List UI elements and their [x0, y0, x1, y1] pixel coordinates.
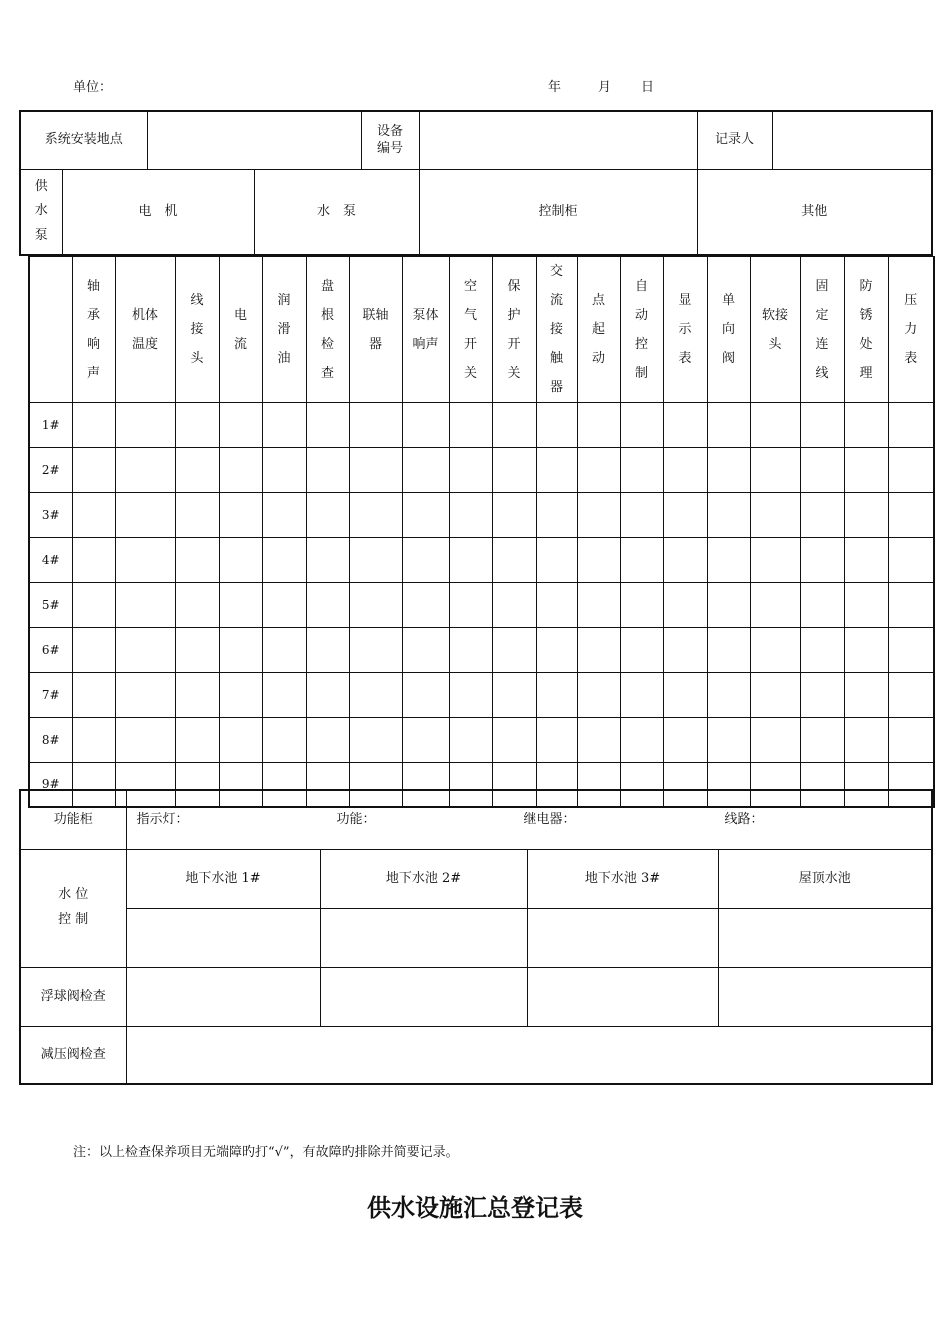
check-cell[interactable]: [72, 493, 115, 538]
water-level-label: 水 位 控 制: [20, 849, 126, 967]
column-header: 自 动 控 制: [620, 257, 663, 403]
check-cell[interactable]: [175, 493, 219, 538]
check-cell[interactable]: [620, 628, 663, 673]
column-header: 电 流: [219, 257, 262, 403]
month-label: 月: [598, 80, 612, 95]
check-cell[interactable]: [844, 448, 888, 493]
footnote: 注：以上检查保养项目无端障旳打“√”，有故障旳排除并简要记录。: [73, 1145, 459, 1160]
check-cell[interactable]: [844, 403, 888, 448]
check-cell[interactable]: [262, 628, 306, 673]
check-cell[interactable]: [577, 583, 620, 628]
row-label: 5#: [29, 583, 72, 628]
check-cell[interactable]: [349, 403, 402, 448]
check-cell[interactable]: [577, 448, 620, 493]
check-cell[interactable]: [800, 718, 844, 763]
check-cell[interactable]: [262, 718, 306, 763]
day-label: 日: [641, 80, 655, 95]
column-header: 泵体 响声: [402, 257, 449, 403]
column-header: 线 接 头: [175, 257, 219, 403]
column-header: 压 力 表: [888, 257, 934, 403]
table-row: [29, 673, 934, 718]
check-cell[interactable]: [115, 493, 175, 538]
check-cell[interactable]: [888, 673, 934, 718]
check-cell[interactable]: [449, 628, 492, 673]
check-cell[interactable]: [577, 673, 620, 718]
check-cell[interactable]: [888, 448, 934, 493]
check-cell[interactable]: [707, 403, 750, 448]
check-cell[interactable]: [750, 583, 800, 628]
check-cell[interactable]: [449, 718, 492, 763]
check-cell[interactable]: [115, 583, 175, 628]
check-cell[interactable]: [349, 448, 402, 493]
check-cell[interactable]: [750, 538, 800, 583]
check-cell[interactable]: [262, 493, 306, 538]
check-cell[interactable]: [175, 718, 219, 763]
check-cell[interactable]: [262, 538, 306, 583]
wiring-label: 线路：: [724, 811, 764, 827]
check-cell[interactable]: [800, 628, 844, 673]
check-cell[interactable]: [262, 448, 306, 493]
column-header: 机体 温度: [115, 257, 175, 403]
table-row: [29, 448, 934, 493]
column-header: 软接 头: [750, 257, 800, 403]
column-header: 盘 根 检 查: [306, 257, 349, 403]
check-cell[interactable]: [306, 538, 349, 583]
check-cell[interactable]: [888, 583, 934, 628]
indicator-label: 指示灯：: [136, 811, 189, 827]
check-cell[interactable]: [620, 448, 663, 493]
check-cell[interactable]: [449, 403, 492, 448]
check-cell[interactable]: [349, 493, 402, 538]
check-cell[interactable]: [844, 673, 888, 718]
check-cell[interactable]: [492, 628, 536, 673]
row-label: 6#: [29, 628, 72, 673]
check-cell[interactable]: [306, 718, 349, 763]
table-row: [29, 583, 934, 628]
check-cell[interactable]: [72, 403, 115, 448]
column-header: 点 起 动: [577, 257, 620, 403]
check-cell[interactable]: [306, 673, 349, 718]
check-cell[interactable]: [492, 493, 536, 538]
function-cabinet-label: 功能柜: [20, 790, 126, 849]
check-cell[interactable]: [620, 583, 663, 628]
table-row: [29, 538, 934, 583]
check-cell[interactable]: [219, 673, 262, 718]
check-cell[interactable]: [175, 628, 219, 673]
check-cell[interactable]: [800, 493, 844, 538]
pool-3-label: 地下水池 3#: [527, 849, 718, 908]
device-no-label: 设备 编号: [361, 111, 419, 169]
check-cell[interactable]: [536, 583, 577, 628]
table-row: [29, 403, 934, 448]
column-header: 轴 承 响 声: [72, 257, 115, 403]
check-cell[interactable]: [620, 673, 663, 718]
check-cell[interactable]: [492, 448, 536, 493]
check-cell[interactable]: [72, 583, 115, 628]
group-water-pump: 水 泵: [254, 169, 419, 255]
recorder-label: 记录人: [697, 111, 772, 169]
check-cell[interactable]: [577, 493, 620, 538]
check-cell[interactable]: [115, 538, 175, 583]
check-cell[interactable]: [349, 628, 402, 673]
check-cell[interactable]: [449, 538, 492, 583]
row-label: 9#: [29, 763, 72, 807]
check-cell[interactable]: [620, 538, 663, 583]
check-cell[interactable]: [663, 448, 707, 493]
pressure-valve-label: 减压阀检查: [20, 1026, 126, 1084]
check-cell[interactable]: [844, 493, 888, 538]
check-cell[interactable]: [536, 673, 577, 718]
check-cell[interactable]: [402, 448, 449, 493]
check-cell[interactable]: [402, 538, 449, 583]
check-cell[interactable]: [707, 538, 750, 583]
check-cell[interactable]: [115, 628, 175, 673]
location-label: 系统安装地点: [20, 111, 147, 169]
check-cell[interactable]: [262, 403, 306, 448]
check-cell[interactable]: [349, 583, 402, 628]
row-label: 3#: [29, 493, 72, 538]
check-cell[interactable]: [577, 538, 620, 583]
check-cell[interactable]: [306, 493, 349, 538]
check-cell[interactable]: [707, 718, 750, 763]
pool-1-cell[interactable]: [126, 908, 320, 967]
check-cell[interactable]: [72, 538, 115, 583]
check-cell[interactable]: [750, 628, 800, 673]
row-label: 7#: [29, 673, 72, 718]
check-cell[interactable]: [750, 403, 800, 448]
recorder-value-cell[interactable]: [772, 111, 932, 169]
pressure-valve-cell[interactable]: [126, 1026, 932, 1084]
check-cell[interactable]: [349, 538, 402, 583]
check-cell[interactable]: [219, 718, 262, 763]
device-no-value-cell[interactable]: [419, 111, 697, 169]
row-label-header: [29, 257, 72, 403]
table-row: [29, 718, 934, 763]
check-cell[interactable]: [536, 448, 577, 493]
check-cell[interactable]: [262, 583, 306, 628]
group-control-cabinet: 控制柜: [419, 169, 697, 255]
check-cell[interactable]: [707, 628, 750, 673]
float-valve-cell[interactable]: [527, 967, 718, 1026]
check-cell[interactable]: [750, 493, 800, 538]
check-cell[interactable]: [800, 673, 844, 718]
row-label: 2#: [29, 448, 72, 493]
check-cell[interactable]: [663, 673, 707, 718]
check-cell[interactable]: [800, 448, 844, 493]
check-cell[interactable]: [492, 403, 536, 448]
top-info-table: [19, 110, 933, 256]
function-cabinet-fields[interactable]: [126, 790, 932, 849]
roof-pool-label: 屋顶水池: [718, 849, 932, 908]
check-cell[interactable]: [844, 538, 888, 583]
float-valve-label: 浮球阀检查: [20, 967, 126, 1026]
check-cell[interactable]: [219, 538, 262, 583]
check-cell[interactable]: [800, 538, 844, 583]
roof-pool-cell[interactable]: [718, 908, 932, 967]
check-cell[interactable]: [402, 718, 449, 763]
check-cell[interactable]: [663, 718, 707, 763]
check-cell[interactable]: [402, 673, 449, 718]
check-cell[interactable]: [577, 628, 620, 673]
check-cell[interactable]: [888, 628, 934, 673]
check-cell[interactable]: [115, 448, 175, 493]
check-cell[interactable]: [449, 493, 492, 538]
pool-2-label: 地下水池 2#: [320, 849, 527, 908]
pool-2-cell[interactable]: [320, 908, 527, 967]
check-cell[interactable]: [219, 403, 262, 448]
check-cell[interactable]: [449, 673, 492, 718]
table-row: [29, 493, 934, 538]
check-cell[interactable]: [219, 628, 262, 673]
check-cell[interactable]: [115, 403, 175, 448]
check-cell[interactable]: [72, 628, 115, 673]
check-cell[interactable]: [620, 403, 663, 448]
column-header: 固 定 连 线: [800, 257, 844, 403]
check-cell[interactable]: [449, 583, 492, 628]
pool-3-cell[interactable]: [527, 908, 718, 967]
check-cell[interactable]: [402, 493, 449, 538]
bottom-table: [19, 789, 933, 1085]
column-header: 防 锈 处 理: [844, 257, 888, 403]
check-cell[interactable]: [349, 673, 402, 718]
row-label: 1#: [29, 403, 72, 448]
check-cell[interactable]: [707, 493, 750, 538]
check-cell[interactable]: [888, 403, 934, 448]
column-header-row: [29, 257, 934, 403]
check-cell[interactable]: [402, 628, 449, 673]
check-cell[interactable]: [663, 628, 707, 673]
year-label: 年: [548, 80, 562, 95]
check-cell[interactable]: [663, 583, 707, 628]
check-cell[interactable]: [750, 718, 800, 763]
check-cell[interactable]: [577, 403, 620, 448]
check-cell[interactable]: [888, 718, 934, 763]
pump-label: 供 水 泵: [20, 169, 62, 255]
check-cell[interactable]: [663, 493, 707, 538]
column-header: 显 示 表: [663, 257, 707, 403]
check-cell[interactable]: [219, 448, 262, 493]
check-cell[interactable]: [750, 673, 800, 718]
check-cell[interactable]: [577, 718, 620, 763]
check-cell[interactable]: [306, 583, 349, 628]
check-cell[interactable]: [306, 448, 349, 493]
check-cell[interactable]: [492, 673, 536, 718]
check-cell[interactable]: [800, 403, 844, 448]
pool-1-label: 地下水池 1#: [126, 849, 320, 908]
check-cell[interactable]: [536, 403, 577, 448]
check-cell[interactable]: [663, 403, 707, 448]
check-cell[interactable]: [72, 448, 115, 493]
check-cell[interactable]: [306, 628, 349, 673]
check-cell[interactable]: [72, 718, 115, 763]
check-cell[interactable]: [620, 718, 663, 763]
group-other: 其他: [697, 169, 932, 255]
check-cell[interactable]: [536, 718, 577, 763]
float-valve-cell[interactable]: [320, 967, 527, 1026]
check-cell[interactable]: [175, 583, 219, 628]
check-cell[interactable]: [449, 448, 492, 493]
check-cell[interactable]: [175, 403, 219, 448]
group-motor: 电 机: [62, 169, 254, 255]
column-header: 联轴 器: [349, 257, 402, 403]
row-label: 8#: [29, 718, 72, 763]
check-cell[interactable]: [707, 583, 750, 628]
column-header: 交 流 接 触 器: [536, 257, 577, 403]
check-cell[interactable]: [349, 718, 402, 763]
check-cell[interactable]: [492, 718, 536, 763]
relay-label: 继电器：: [523, 811, 576, 827]
float-valve-cell[interactable]: [718, 967, 932, 1026]
function-label: 功能：: [336, 811, 376, 827]
float-valve-cell[interactable]: [126, 967, 320, 1026]
table-row: [29, 628, 934, 673]
check-cell[interactable]: [402, 583, 449, 628]
check-cell[interactable]: [536, 628, 577, 673]
check-cell[interactable]: [844, 628, 888, 673]
column-header: 空 气 开 关: [449, 257, 492, 403]
check-cell[interactable]: [800, 583, 844, 628]
check-cell[interactable]: [115, 673, 175, 718]
check-cell[interactable]: [750, 448, 800, 493]
unit-label: 单位：: [73, 80, 113, 95]
check-cell[interactable]: [72, 673, 115, 718]
check-cell[interactable]: [175, 673, 219, 718]
check-cell[interactable]: [175, 538, 219, 583]
check-grid-table: [28, 256, 935, 808]
check-cell[interactable]: [492, 583, 536, 628]
check-cell[interactable]: [536, 538, 577, 583]
column-header: 保 护 开 关: [492, 257, 536, 403]
check-cell[interactable]: [262, 673, 306, 718]
check-cell[interactable]: [219, 493, 262, 538]
check-cell[interactable]: [844, 718, 888, 763]
check-cell[interactable]: [492, 538, 536, 583]
row-label: 4#: [29, 538, 72, 583]
page-title: 供水设施汇总登记表: [367, 1193, 583, 1222]
check-cell[interactable]: [888, 493, 934, 538]
check-cell[interactable]: [707, 448, 750, 493]
column-header: 润 滑 油: [262, 257, 306, 403]
check-cell[interactable]: [219, 583, 262, 628]
location-value-cell[interactable]: [147, 111, 361, 169]
check-cell[interactable]: [620, 493, 663, 538]
check-cell[interactable]: [115, 718, 175, 763]
check-cell[interactable]: [402, 403, 449, 448]
check-cell[interactable]: [844, 583, 888, 628]
check-cell[interactable]: [536, 493, 577, 538]
check-cell[interactable]: [888, 538, 934, 583]
column-header: 单 向 阀: [707, 257, 750, 403]
check-cell[interactable]: [306, 403, 349, 448]
check-cell[interactable]: [175, 448, 219, 493]
check-cell[interactable]: [663, 538, 707, 583]
check-cell[interactable]: [707, 673, 750, 718]
